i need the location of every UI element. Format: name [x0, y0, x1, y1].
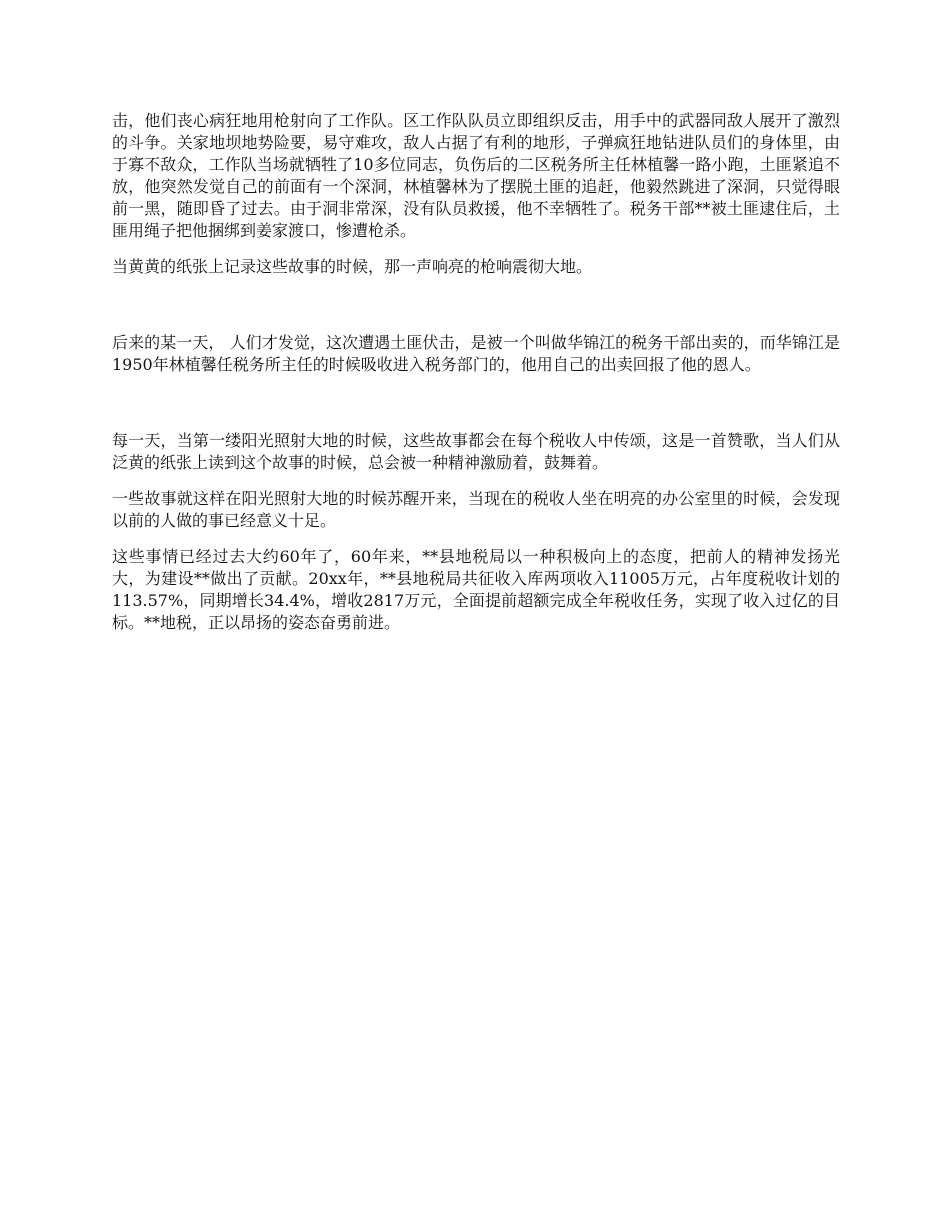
paragraph-betrayal: 后来的某一天， 人们才发觉，这次遭遇土匪伏击，是被一个叫做华锦江的税务干部出卖的，而华锦江是1950年林植馨任税务所主任的时候吸收进入税务部门的，他用自己的出卖回报了他的恩人。 [112, 333, 840, 374]
paragraph-praise: 每一天，当第一缕阳光照射大地的时候，这些故事都会在每个税收人中传颂，这是一首赞歌，当人们从泛黄的纸张上读到这个故事的时候，总会被一种精神激励着，鼓舞着。 [112, 431, 840, 472]
document-body [112, 110, 840, 648]
paragraph-gap [112, 292, 840, 332]
paragraph-gunshot: 当黄黄的纸张上记录这些故事的时候，那一声响亮的枪响震彻大地。 [112, 257, 593, 276]
paragraph-awakening: 一些故事就这样在阳光照射大地的时候苏醒开来，当现在的税收人坐在明亮的办公室里的时候，会发现以前的人做的事已经意义十足。 [112, 489, 840, 530]
paragraph-achievement: 这些事情已经过去大约60年了，60年来，**县地税局以一种积极向上的态度，把前人的精神发扬光大，为建设**做出了贡献。20xx年，**县地税局共征收入库两项收入11005万元，占年度税收计划的113.57%，同期增长34.4%，增收2817万元，全面提前超额完成全年税收任务，实现了收入过亿的目标。**地税，正以昂扬的姿态奋勇前进。 [112, 547, 840, 632]
paragraph-ambush: 击，他们丧心病狂地用枪射向了工作队。区工作队队员立即组织反击，用手中的武器同敌人展开了激烈的斗争。关家地坝地势险要，易守难攻，敌人占据了有利的地形，子弹疯狂地钻进队员们的身体里，由于寡不敌众，工作队当场就牺牲了10多位同志，负伤后的二区税务所主任林植馨一路小跑，土匪紧追不放，他突然发觉自己的前面有一个深洞，林植馨林为了摆脱土匪的追赶，他毅然跳进了深洞，只觉得眼前一黑，随即昏了过去。由于洞非常深，没有队员救援，他不幸牺牲了。税务干部**被土匪逮住后，土匪用绳子把他捆绑到姜家渡口，惨遭枪杀。 [112, 111, 840, 240]
paragraph-gap [112, 390, 840, 430]
